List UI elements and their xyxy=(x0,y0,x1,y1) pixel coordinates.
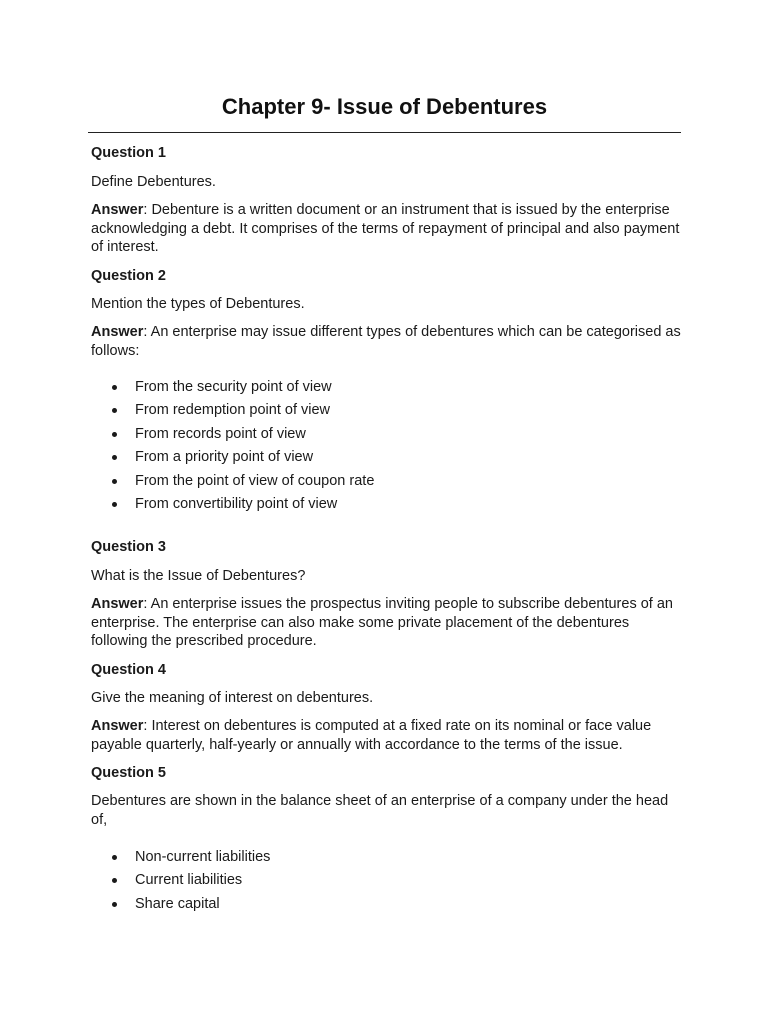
question-4-prompt: Give the meaning of interest on debentures. xyxy=(91,690,374,706)
list-item: From records point of view xyxy=(110,425,374,448)
list-item: From the security point of view xyxy=(110,378,374,401)
list-item: Non-current liabilities xyxy=(110,848,270,871)
question-1-answer xyxy=(91,201,681,257)
answer-label: Answer xyxy=(91,324,144,340)
list-item: Share capital xyxy=(110,895,270,918)
question-5-heading: Question 5 xyxy=(91,765,166,781)
question-3-prompt: What is the Issue of Debentures? xyxy=(91,568,306,584)
question-5-prompt: Debentures are shown in the balance sheet of an enterprise of a company under the head of, xyxy=(91,793,669,828)
list-item: From the point of view of coupon rate xyxy=(110,472,374,495)
list-item: From a priority point of view xyxy=(110,448,374,471)
question-3-answer xyxy=(91,595,681,651)
question-1-prompt: Define Debentures. xyxy=(91,174,216,190)
list-item: From redemption point of view xyxy=(110,401,374,424)
question-5-bullet-list xyxy=(110,848,270,918)
answer-text: : Debenture is a written document or an instrument that is issued by the enterprise acknowledging a debt. It comprises of the terms of repayment of principal and also payment of interest. xyxy=(91,202,680,255)
question-3-heading: Question 3 xyxy=(91,539,166,555)
question-2-answer xyxy=(91,323,681,360)
list-item: From convertibility point of view xyxy=(110,495,374,518)
question-2-bullet-list xyxy=(110,378,374,518)
page-title: Chapter 9- Issue of Debentures xyxy=(221,94,548,119)
title-divider xyxy=(88,132,681,133)
question-4-answer xyxy=(91,717,681,754)
answer-text: : An enterprise may issue different types of debentures which can be categorised as follows: xyxy=(91,324,681,359)
answer-text: : An enterprise issues the prospectus inviting people to subscribe debentures of an enterprise. The enterprise can also make some private placement of the debentures following the prescribed procedure. xyxy=(91,596,673,649)
list-item: Current liabilities xyxy=(110,871,270,894)
answer-label: Answer xyxy=(91,718,144,734)
answer-label: Answer xyxy=(91,596,144,612)
answer-label: Answer xyxy=(91,202,144,218)
question-2-prompt: Mention the types of Debentures. xyxy=(91,296,305,312)
question-4-heading: Question 4 xyxy=(91,662,166,678)
answer-text: : Interest on debentures is computed at a fixed rate on its nominal or face value payable quarterly, half-yearly or annually with accordance to the terms of the issue. xyxy=(91,718,652,753)
question-2-heading: Question 2 xyxy=(91,268,166,284)
question-1-heading: Question 1 xyxy=(91,145,166,161)
